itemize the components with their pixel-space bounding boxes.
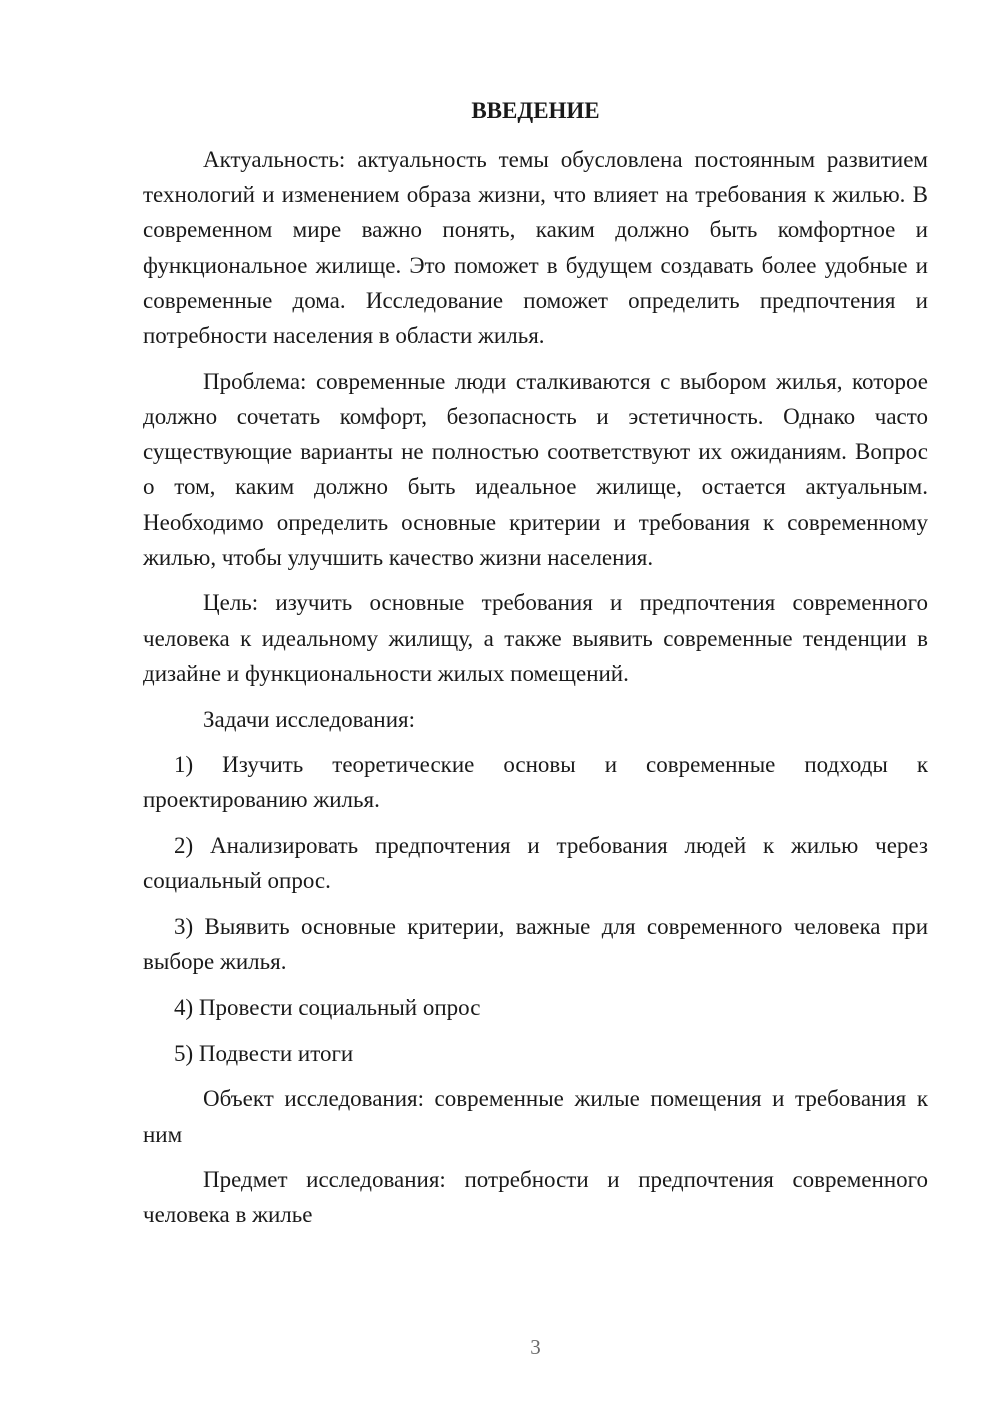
- task-item-1: 1) Изучить теоретические основы и современные подходы к проектированию жилья.: [143, 752, 928, 813]
- goal-paragraph: Цель: изучить основные требования и предпочтения современного человека к идеальному жилищу, а также выявить современные тенденции в дизайне и функциональности жилых помещений.: [143, 590, 928, 686]
- page-number: 3: [530, 1335, 541, 1359]
- task-item-4: 4) Провести социальный опрос: [174, 994, 481, 1020]
- task-item-3: 3) Выявить основные критерии, важные для современного человека при выборе жилья.: [143, 914, 928, 975]
- tasks-heading: Задачи исследования:: [203, 706, 416, 732]
- relevance-paragraph: Актуальность: актуальность темы обусловлена постоянным развитием технологий и изменением образа жизни, что влияет на требования к жилью. В современном мире важно понять, каким должно быть комфортное и функциональное жилище. Это поможет в будущем создавать более удобные и современные дома. Исследование поможет определить предпочтения и потребности населения в области жилья.: [143, 147, 928, 349]
- research-subject-paragraph: Предмет исследования: потребности и предпочтения современного человека в жилье: [143, 1167, 928, 1228]
- body-text: [143, 142, 928, 1243]
- task-item-2: 2) Анализировать предпочтения и требования людей к жилью через социальный опрос.: [143, 833, 928, 894]
- page-title: ВВЕДЕНИЕ: [471, 98, 600, 123]
- document-page: [143, 0, 928, 1414]
- research-object-paragraph: Объект исследования: современные жилые помещения и требования к ним: [143, 1086, 928, 1147]
- task-item-5: 5) Подвести итоги: [174, 1040, 354, 1066]
- problem-paragraph: Проблема: современные люди сталкиваются с выбором жилья, которое должно сочетать комфорт, безопасность и эстетичность. Однако часто существующие варианты не полностью соответствуют их ожиданиям. Вопрос о том, каким должно быть идеальное жилище, остается актуальным. Необходимо определить основные критерии и требования к современному жилью, чтобы улучшить качество жизни населения.: [143, 368, 928, 570]
